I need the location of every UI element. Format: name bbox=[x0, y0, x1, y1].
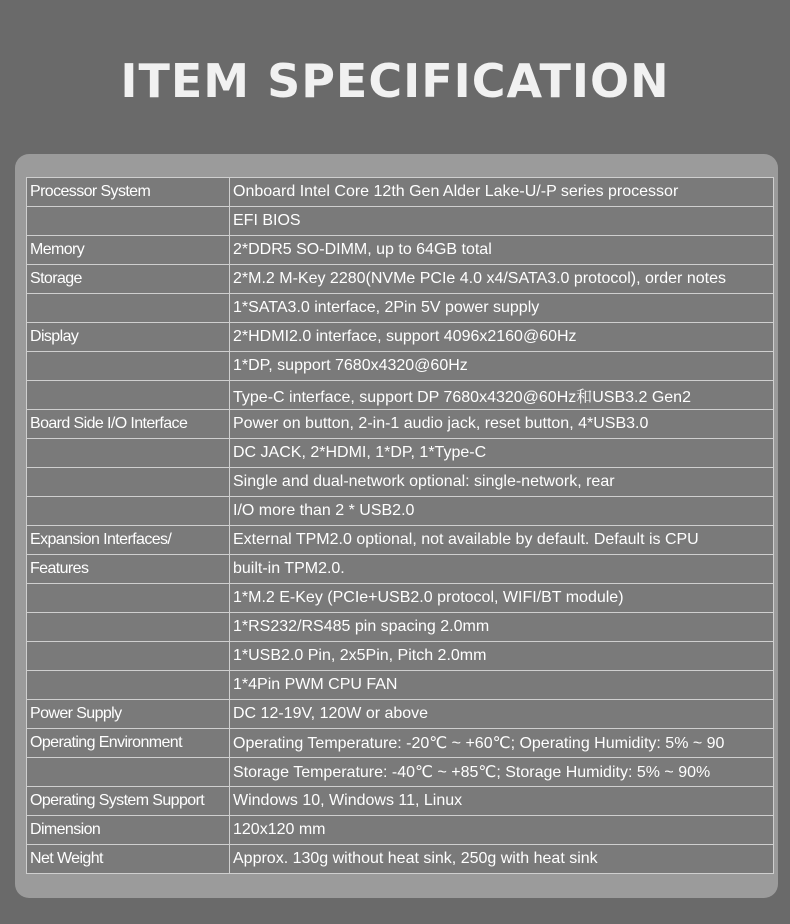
spec-label: Dimension bbox=[27, 816, 230, 845]
spec-label bbox=[27, 642, 230, 671]
spec-value: Operating Temperature: -20℃ ~ +60℃; Operating Humidity: 5% ~ 90 bbox=[230, 729, 774, 758]
spec-label bbox=[27, 584, 230, 613]
spec-value: EFI BIOS bbox=[230, 207, 774, 236]
spec-label: Operating System Support bbox=[27, 787, 230, 816]
spec-row bbox=[27, 236, 774, 265]
spec-label: Storage bbox=[27, 265, 230, 294]
spec-row bbox=[27, 555, 774, 584]
spec-value: Storage Temperature: -40℃ ~ +85℃; Storage Humidity: 5% ~ 90% bbox=[230, 758, 774, 787]
spec-value: 1*SATA3.0 interface, 2Pin 5V power supply bbox=[230, 294, 774, 323]
spec-label: Processor System bbox=[27, 178, 230, 207]
spec-label: Display bbox=[27, 323, 230, 352]
spec-value: Windows 10, Windows 11, Linux bbox=[230, 787, 774, 816]
spec-label: Expansion Interfaces/ bbox=[27, 526, 230, 555]
spec-label: Memory bbox=[27, 236, 230, 265]
spec-row bbox=[27, 439, 774, 468]
spec-value: 1*4Pin PWM CPU FAN bbox=[230, 671, 774, 700]
spec-table bbox=[26, 177, 774, 874]
spec-row bbox=[27, 265, 774, 294]
spec-label bbox=[27, 671, 230, 700]
spec-row bbox=[27, 294, 774, 323]
spec-row bbox=[27, 584, 774, 613]
spec-row bbox=[27, 729, 774, 758]
spec-row bbox=[27, 381, 774, 410]
spec-row bbox=[27, 468, 774, 497]
spec-row bbox=[27, 642, 774, 671]
spec-value: built-in TPM2.0. bbox=[230, 555, 774, 584]
spec-label bbox=[27, 468, 230, 497]
spec-value: Single and dual-network optional: single-network, rear bbox=[230, 468, 774, 497]
spec-label bbox=[27, 207, 230, 236]
spec-row bbox=[27, 700, 774, 729]
spec-value: 1*DP, support 7680x4320@60Hz bbox=[230, 352, 774, 381]
spec-row bbox=[27, 497, 774, 526]
spec-row bbox=[27, 410, 774, 439]
spec-value: Onboard Intel Core 12th Gen Alder Lake-U/-P series processor bbox=[230, 178, 774, 207]
spec-value: 2*M.2 M-Key 2280(NVMe PCIe 4.0 x4/SATA3.0 protocol), order notes bbox=[230, 265, 774, 294]
spec-value: 1*RS232/RS485 pin spacing 2.0mm bbox=[230, 613, 774, 642]
spec-row bbox=[27, 671, 774, 700]
spec-row bbox=[27, 816, 774, 845]
spec-label bbox=[27, 381, 230, 410]
spec-value: 2*DDR5 SO-DIMM, up to 64GB total bbox=[230, 236, 774, 265]
spec-value: DC JACK, 2*HDMI, 1*DP, 1*Type-C bbox=[230, 439, 774, 468]
spec-row bbox=[27, 352, 774, 381]
spec-label bbox=[27, 439, 230, 468]
spec-value: 120x120 mm bbox=[230, 816, 774, 845]
spec-label bbox=[27, 613, 230, 642]
spec-row bbox=[27, 845, 774, 874]
spec-label: Power Supply bbox=[27, 700, 230, 729]
spec-row bbox=[27, 787, 774, 816]
spec-value: Approx. 130g without heat sink, 250g with heat sink bbox=[230, 845, 774, 874]
spec-row bbox=[27, 178, 774, 207]
spec-label bbox=[27, 294, 230, 323]
page-title: ITEM SPECIFICATION bbox=[120, 54, 670, 108]
spec-label: Board Side I/O Interface bbox=[27, 410, 230, 439]
spec-value: 1*USB2.0 Pin, 2x5Pin, Pitch 2.0mm bbox=[230, 642, 774, 671]
spec-value: I/O more than 2 * USB2.0 bbox=[230, 497, 774, 526]
spec-value: External TPM2.0 optional, not available by default. Default is CPU bbox=[230, 526, 774, 555]
spec-row bbox=[27, 758, 774, 787]
spec-label bbox=[27, 497, 230, 526]
spec-row bbox=[27, 207, 774, 236]
spec-value: 1*M.2 E-Key (PCIe+USB2.0 protocol, WIFI/BT module) bbox=[230, 584, 774, 613]
spec-value: DC 12-19V, 120W or above bbox=[230, 700, 774, 729]
spec-value: Type-C interface, support DP 7680x4320@60Hz和USB3.2 Gen2 bbox=[230, 381, 774, 410]
spec-row bbox=[27, 526, 774, 555]
spec-value: Power on button, 2-in-1 audio jack, reset button, 4*USB3.0 bbox=[230, 410, 774, 439]
spec-label bbox=[27, 352, 230, 381]
spec-table-body bbox=[27, 178, 774, 874]
spec-label: Net Weight bbox=[27, 845, 230, 874]
spec-value: 2*HDMI2.0 interface, support 4096x2160@60Hz bbox=[230, 323, 774, 352]
spec-label: Features bbox=[27, 555, 230, 584]
spec-label bbox=[27, 758, 230, 787]
spec-label: Operating Environment bbox=[27, 729, 230, 758]
spec-row bbox=[27, 323, 774, 352]
spec-row bbox=[27, 613, 774, 642]
